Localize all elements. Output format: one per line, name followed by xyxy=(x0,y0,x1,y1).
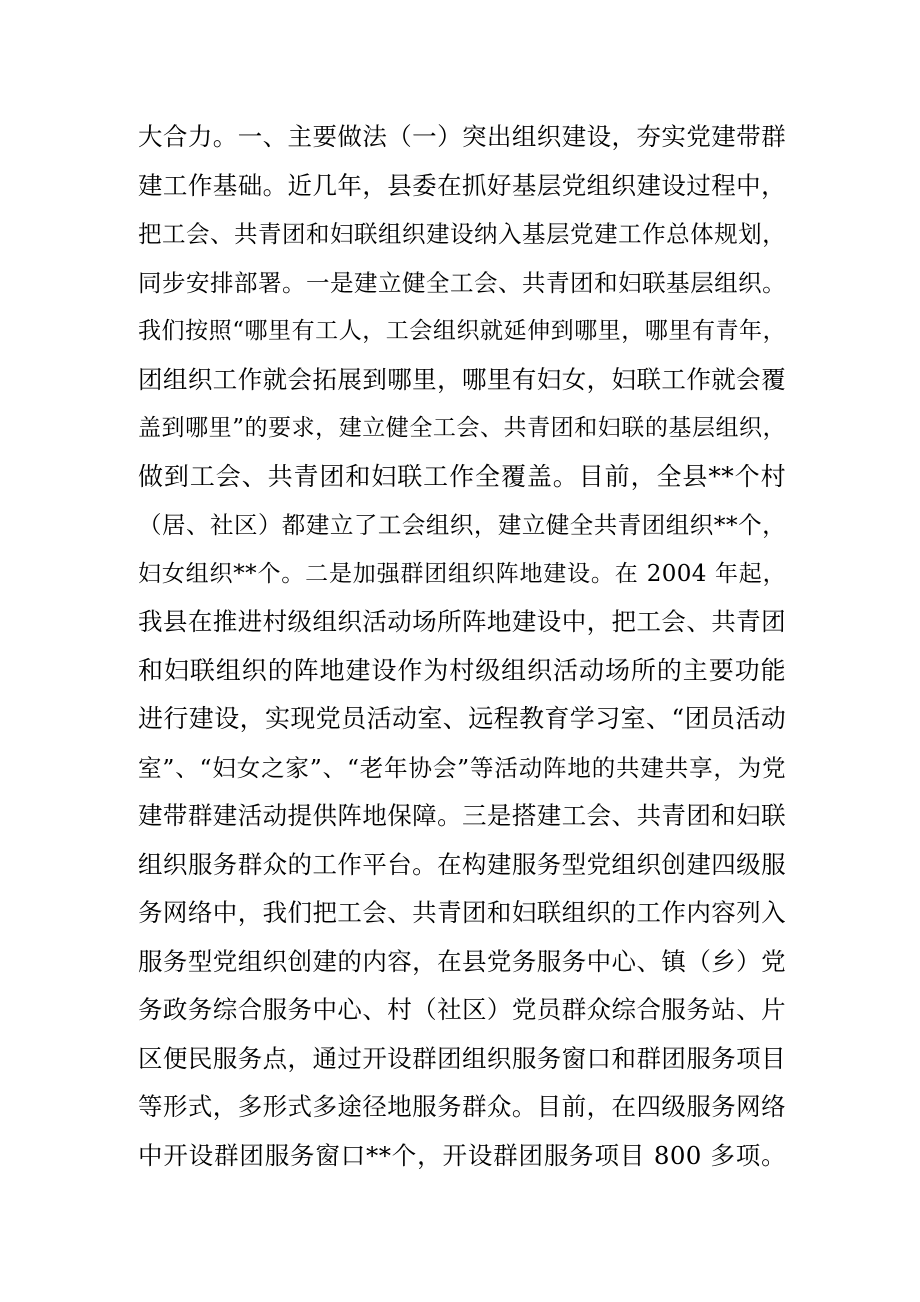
text-line: 把工会、共青团和妇联组织建设纳入基层党建工作总体规划， xyxy=(138,220,786,248)
text-line: 做到工会、共青团和妇联工作全覆盖。目前，全县**个村 xyxy=(138,461,786,491)
text-line: 妇女组织**个。二是加强群团组织阵地建设。在 2004 年起， xyxy=(138,560,786,587)
text-line: 我们按照“哪里有工人，工会组织就延伸到哪里，哪里有青年， xyxy=(138,318,786,344)
text-line: 建带群建活动提供阵地保障。三是搭建工会、共青团和妇联 xyxy=(138,801,786,830)
text-line: 等形式，多形式多途径地服务群众。目前，在四级服务网络 xyxy=(138,1092,786,1121)
text-line: 我县在推进村级组织活动场所阵地建设中，把工会、共青团 xyxy=(138,607,786,636)
text-line: 服务型党组织创建的内容，在县党务服务中心、镇（乡）党 xyxy=(138,946,786,976)
text-line: （居、社区）都建立了工会组织，建立健全共青团组织**个， xyxy=(138,511,786,539)
text-line: 中开设群团服务窗口**个，开设群团服务项目 800 多项。 xyxy=(138,1140,786,1170)
text-line: 大合力。一、主要做法（一）突出组织建设，夯实党建带群 xyxy=(138,122,786,151)
text-line: 室”、“妇女之家”、“老年协会”等活动阵地的共建共享，为党 xyxy=(138,753,786,782)
text-line: 团组织工作就会拓展到哪里，哪里有妇女，妇联工作就会覆 xyxy=(138,364,786,394)
text-line: 区便民服务点，通过开设群团组织服务窗口和群团服务项目 xyxy=(138,1043,786,1073)
text-line: 务网络中，我们把工会、共青团和妇联组织的工作内容列入 xyxy=(138,898,786,927)
text-line: 建工作基础。近几年，县委在抓好基层党组织建设过程中， xyxy=(138,170,786,200)
text-line: 盖到哪里”的要求，建立健全工会、共青团和妇联的基层组织， xyxy=(138,415,786,441)
text-line: 和妇联组织的阵地建设作为村级组织活动场所的主要功能 xyxy=(138,655,786,685)
text-line: 务政务综合服务中心、村（社区）党员群众综合服务站、片 xyxy=(138,995,786,1024)
text-line: 组织服务群众的工作平台。在构建服务型党组织创建四级服 xyxy=(138,849,786,879)
text-line: 同步安排部署。一是建立健全工会、共青团和妇联基层组织。 xyxy=(138,268,786,297)
body-paragraph xyxy=(138,113,786,1180)
text-line: 进行建设，实现党员活动室、远程教育学习室、“团员活动 xyxy=(138,704,787,733)
